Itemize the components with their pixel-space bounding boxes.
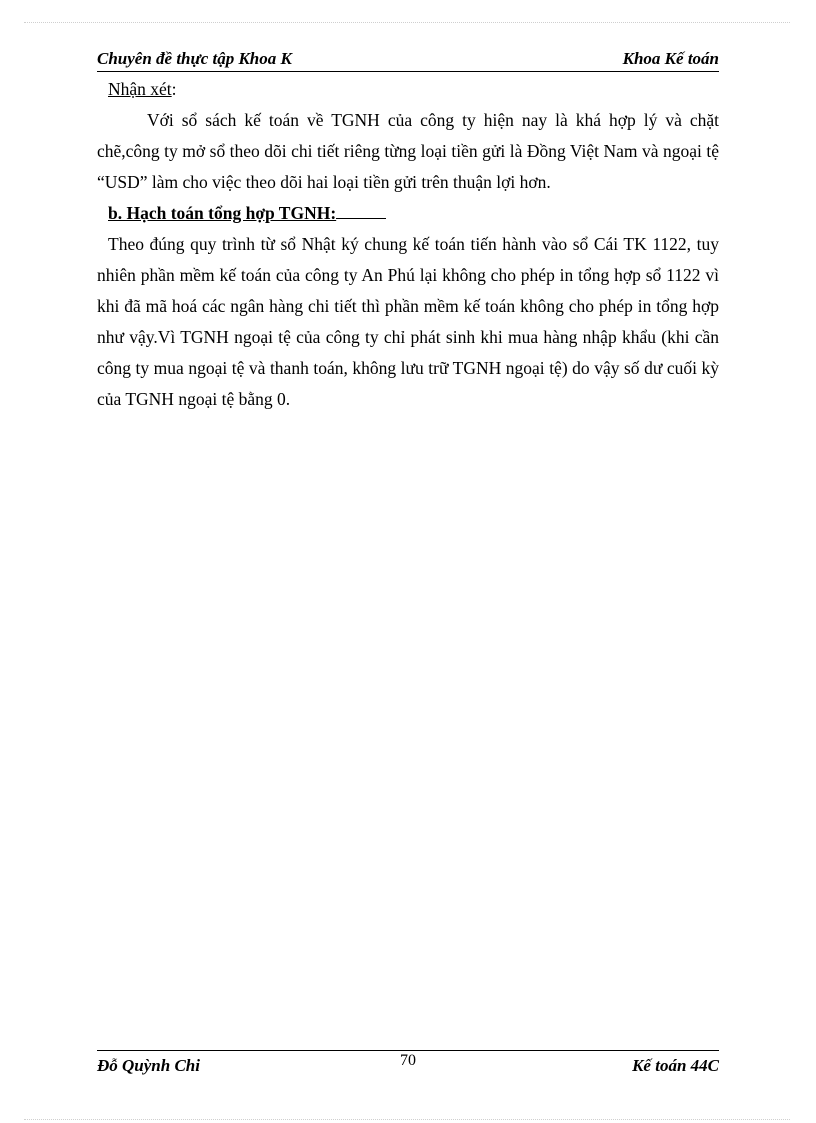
paragraph-general-ledger: Theo đúng quy trình từ sổ Nhật ký chung kế toán tiến hành vào sổ Cái TK 1122, tuy nhiên phần mềm kế toán của công ty An Phú lại không cho phép in tổng hợp sổ 1122 vì khi đã mã hoá các ngân hàng chi tiết thì phần mềm kế toán không cho phép in tổng hợp như vậy.Vì TGNH ngoại tệ của công ty chỉ phát sinh khi mua hàng nhập khẩu (khi cần công ty mua ngoại tệ và thanh toán, không lưu trữ TGNH ngoại tệ) do vậy số dư cuối kỳ của TGNH ngoại tệ bằng 0. [97,234,719,409]
remark-label: Nhận xét [108,79,172,99]
page-footer [97,1054,719,1078]
header-title: Chuyên đề thực tập Khoa K [97,49,292,68]
paragraph-remark: Với sổ sách kế toán về TGNH của công ty hiện nay là khá hợp lý và chặt chẽ,công ty mở sổ theo dõi chi tiết riêng từng loại tiền gửi là Đồng Việt Nam và ngoại tệ “USD” làm cho việc theo dõi hai loại tiền gửi trên thuận lợi hơn. [97,110,719,192]
page-number: 70 [400,1052,416,1069]
footer-divider [97,1050,719,1051]
section-heading [108,198,719,229]
section-heading-text: b. Hạch toán tổng hợp TGNH: [108,203,337,223]
footer-author: Đỗ Quỳnh Chi [97,1056,200,1075]
heading-underline-extension [336,217,386,219]
document-body [97,74,719,415]
footer-class: Kế toán 44C [632,1056,719,1075]
remark-line [108,74,719,105]
page-header [97,49,719,72]
header-department: Khoa Kế toán [622,49,719,68]
remark-colon: : [171,79,177,99]
